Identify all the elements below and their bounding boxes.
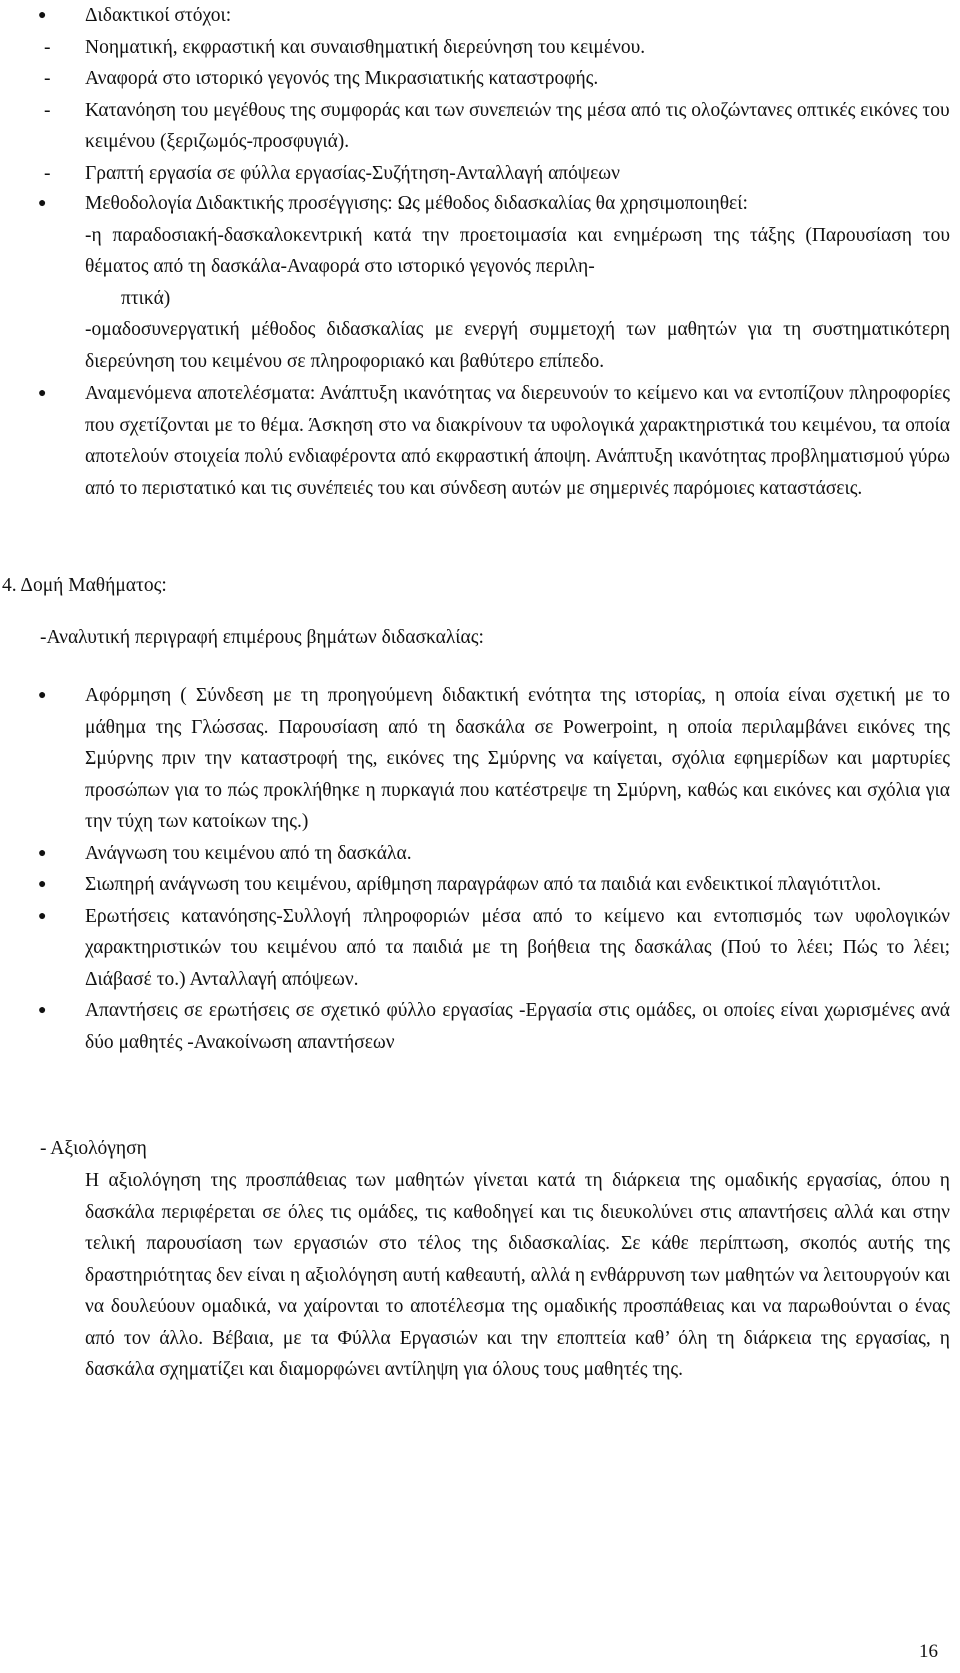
dash-marker: - xyxy=(44,68,51,89)
structure-subheading-row xyxy=(0,622,960,654)
objective-text: Κατανόηση του μεγέθους της συμφοράς και των συνεπειών της μέσα από τις ολοζώντανες οπτικές εικόνες του κειμένου (ξεριζωμός-προσφυγιά). xyxy=(85,99,950,152)
dash-marker: - xyxy=(44,99,51,121)
objective-text: Αναφορά στο ιστορικό γεγονός της Μικρασιατικής καταστροφής. xyxy=(85,68,599,89)
structure-heading-row xyxy=(0,570,960,602)
bullet-icon: ● xyxy=(38,688,47,703)
methodology-line-1: -η παραδοσιακή-δασκαλοκεντρική κατά την προετοιμασία και ενημέρωση της τάξης (Παρουσίαση του θέματος από τη δασκάλα-Αναφορά στο ιστορικό γεγονός περιλη- xyxy=(85,224,950,277)
objective-item xyxy=(0,158,960,190)
bullet-icon: ● xyxy=(38,386,47,401)
evaluation-heading: - Αξιολόγηση xyxy=(40,1138,147,1159)
methodology-item xyxy=(0,188,960,377)
step-item xyxy=(0,838,960,870)
objective-item xyxy=(0,63,960,95)
objective-item xyxy=(0,95,960,158)
methodology-line-2: -ομαδοσυνεργατική μέθοδος διδασκαλίας με ενεργή συμμετοχή των μαθητών για τη συστηματικότερη διερεύνηση του κειμένου σε πληροφοριακό και βαθύτερο επίπεδο. xyxy=(85,319,950,372)
outcomes-section xyxy=(0,378,960,504)
objective-item xyxy=(0,32,960,64)
bullet-icon: ● xyxy=(38,196,47,211)
step-text: Απαντήσεις σε ερωτήσεις σε σχετικό φύλλο εργασίας -Εργασία στις ομάδες, οι οποίες είναι χωρισμένες ανά δύο μαθητές -Ανακοίνωση απαντήσεων xyxy=(85,1000,950,1053)
bullet-icon: ● xyxy=(38,8,47,23)
step-item xyxy=(0,901,960,996)
step-item xyxy=(0,869,960,901)
evaluation-text: Η αξιολόγηση της προσπάθειας των μαθητών γίνεται κατά τη διάρκεια της ομαδικής εργασίας, όπου η δασκάλα περιφέρεται σε όλες τις ομάδες, τις καθοδηγεί και τις διευκολύνει στις απαντήσεις αλλά και στην τελική παρουσίαση των εργασιών στο τέλος της διδασκαλίας. Σε κάθε περίπτωση, σκοπός αυτής της δραστηριότητας δεν είναι η αξιολόγηση αυτή καθεαυτή, αλλά η ενθάρρυνση των μαθητών να λειτουργούν και να δουλεύουν ομαδικά, να χαίρονται το αποτέλεσμα της ομαδικής προσπάθειας και να παρωθούνται ο ένας από τον άλλο. Βέβαια, με τα Φύλλα Εργασιών και την εποπτεία καθ’ όλη τη διάρκεια της εργασίας, η δασκάλα σχηματίζει και διαμορφώνει αντίληψη για όλους τους μαθητές της. xyxy=(85,1170,950,1380)
step-text: Σιωπηρή ανάγνωση του κειμένου, αρίθμηση παραγράφων από τα παιδιά και ενδεικτικοί πλαγιότιτλοι. xyxy=(85,874,882,895)
evaluation-heading-row xyxy=(0,1133,960,1165)
structure-heading: 4. Δομή Μαθήματος: xyxy=(2,575,167,596)
bullet-icon: ● xyxy=(38,845,47,861)
page-number: 16 xyxy=(919,1641,938,1662)
bullet-icon: ● xyxy=(38,908,47,924)
step-text: Ερωτήσεις κατανόησης-Συλλογή πληροφοριών μέσα από το κείμενο και εντοπισμός των υφολογικών χαρακτηριστικών του κειμένου από τα παιδιά με τη βοήθεια της δασκάλας (Πού το λέει; Πώς το λέει; Διάβασέ το.) Ανταλλαγή απόψεων. xyxy=(85,905,950,990)
dash-marker: - xyxy=(44,162,51,184)
steps-section xyxy=(0,680,960,1058)
structure-subheading: -Αναλυτική περιγραφή επιμέρους βημάτων διδασκαλίας: xyxy=(40,627,484,648)
outcomes-item xyxy=(0,378,960,504)
objectives-section xyxy=(0,0,960,189)
step-text: Αφόρμηση ( Σύνδεση με τη προηγούμενη διδακτική ενότητα της ιστορίας, η οποία είναι σχετική με το μάθημα της Γλώσσας. Παρουσίαση από τη δασκάλα σε Powerpoint, η οποία περιλαμβάνει εικόνες της Σμύρνης πριν την καταστροφή της, εικόνες της Σμύρνης να καίγεται, σχόλια εφημερίδων και μαρτυρίες προσώπων για το πώς προκλήθηκε η πυρκαγιά που κατέστρεψε τη Σμύρνη, καθώς και εικόνες και σχόλια για την τύχη των κατοίκων της.) xyxy=(85,685,950,832)
methodology-line-1-cont: πτικά) xyxy=(121,287,171,309)
objective-text: Γραπτή εργασία σε φύλλα εργασίας-Συζήτηση-Ανταλλαγή απόψεων xyxy=(85,162,620,184)
methodology-section xyxy=(0,188,960,377)
objectives-title-item xyxy=(0,0,960,32)
dash-marker: - xyxy=(44,36,51,58)
step-item xyxy=(0,995,960,1058)
methodology-title: Μεθοδολογία Διδακτικής προσέγγισης: Ως μέθοδος διδασκαλίας θα χρησιμοποιηθεί: xyxy=(85,193,748,214)
step-item xyxy=(0,680,960,838)
bullet-icon: ● xyxy=(38,1003,47,1018)
objective-text: Νοηματική, εκφραστική και συναισθηματική διερεύνηση του κειμένου. xyxy=(85,36,646,58)
step-text: Ανάγνωση του κειμένου από τη δασκάλα. xyxy=(85,842,412,864)
objectives-title: Διδακτικοί στόχοι: xyxy=(85,5,232,26)
bullet-icon: ● xyxy=(38,877,47,892)
outcomes-text: Αναμενόμενα αποτελέσματα: Ανάπτυξη ικανότητας να διερευνούν το κείμενο και να εντοπίζουν πληροφορίες που σχετίζονται με το θέμα. Άσκηση στο να διακρίνουν τα υφολογικά χαρακτηριστικά του κειμένου, τα οποία αποτελούν στοιχεία πολύ ενδιαφέροντα από εκφραστική άποψη. Ανάπτυξη ικανότητας προβληματισμού γύρω από το περιστατικό και τις συνέπειές του και σύνδεση αυτών με σημερινές παρόμοιες καταστάσεις. xyxy=(85,383,950,499)
evaluation-section xyxy=(0,1165,960,1386)
